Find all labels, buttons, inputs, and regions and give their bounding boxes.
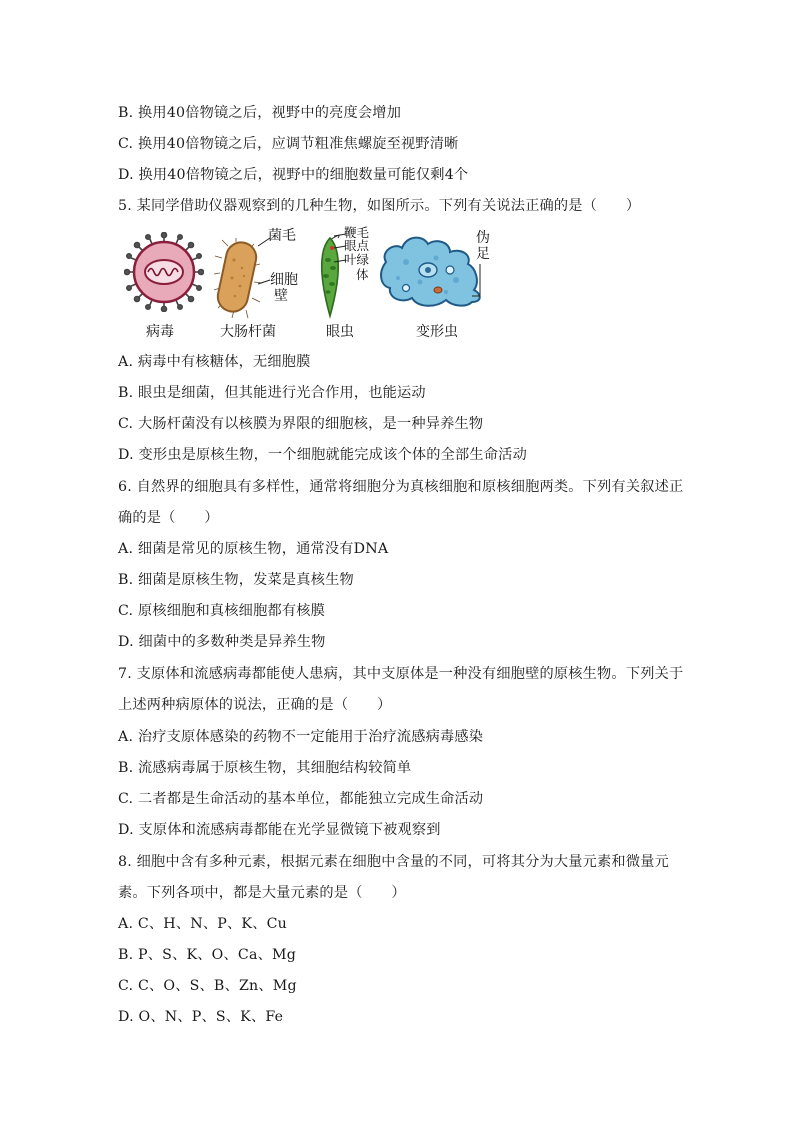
euglena-chloroplast-label-line1: 叶绿 [344,252,370,267]
q8-option-b: B. P、S、K、O、Ca、Mg [118,947,297,963]
amoeba-pseudopod-label-line1: 伪 [476,230,490,246]
q4-option-b: B. 换用40倍物镜之后，视野中的亮度会增加 [118,105,402,121]
q8-stem-line1: 8. 细胞中含有多种元素，根据元素在细胞中含量的不同，可将其分为大量元素和微量元 [118,854,669,870]
organisms-figure [118,226,498,346]
q4-option-c: C. 换用40倍物镜之后，应调节粗准焦螺旋至视野清晰 [118,136,459,152]
q7-stem-line2: 上述两种病原体的说法，正确的是（ ） [118,697,392,713]
q5-stem: 5. 某同学借助仪器观察到的几种生物，如图所示。下列有关说法正确的是（ ） [118,198,641,214]
q5-option-b: B. 眼虫是细菌，但其能进行光合作用，也能运动 [118,385,426,401]
amoeba-pointer-line [470,262,486,302]
q6-option-d: D. 细菌中的多数种类是异养生物 [118,634,326,650]
q6-option-c: C. 原核细胞和真核细胞都有核膜 [118,603,326,619]
amoeba-caption: 变形虫 [416,324,458,340]
ecoli-wall-label-line2: 壁 [274,288,288,304]
q7-option-b: B. 流感病毒属于原核生物，其细胞结构较简单 [118,760,412,776]
q4-option-d: D. 换用40倍物镜之后，视野中的细胞数量可能仅剩4个 [118,167,469,183]
q8-option-d: D. O、N、P、S、K、Fe [118,1009,284,1025]
virus-caption: 病毒 [146,324,174,340]
amoeba-pseudopod-label-line2: 足 [476,246,490,262]
euglena-chloroplast-label-line2: 体 [356,267,369,282]
q7-option-a: A. 治疗支原体感染的药物不一定能用于治疗流感病毒感染 [118,729,484,745]
euglena-flagellum-label: 鞭毛 [344,225,370,240]
euglena-caption: 眼虫 [326,324,354,340]
q8-option-c: C. C、O、S、B、Zn、Mg [118,978,297,994]
ecoli-flagella-label: 菌毛 [268,228,296,244]
virus-illustration [124,232,204,312]
q5-option-c: C. 大肠杆菌没有以核膜为界限的细胞核，是一种异养生物 [118,416,484,432]
ecoli-caption: 大肠杆菌 [220,324,276,340]
q6-stem-line1: 6. 自然界的细胞具有多样性，通常将细胞分为真核细胞和原核细胞两类。下列有关叙述正 [118,479,684,495]
q6-option-a: A. 细菌是常见的原核生物，通常没有DNA [118,541,389,557]
q5-option-d: D. 变形虫是原核生物，一个细胞就能完成该个体的全部生命活动 [118,447,527,463]
q5-option-a: A. 病毒中有核糖体，无细胞膜 [118,354,311,370]
q6-option-b: B. 细菌是原核生物，发菜是真核生物 [118,572,354,588]
q6-stem-line2: 确的是（ ） [118,510,219,526]
q7-option-c: C. 二者都是生命活动的基本单位，都能独立完成生命活动 [118,791,484,807]
q7-option-d: D. 支原体和流感病毒都能在光学显微镜下被观察到 [118,822,441,838]
ecoli-wall-label-line1: 细胞 [270,272,298,288]
q8-stem-line2: 素。下列各项中，都是大量元素的是（ ） [118,885,406,901]
q7-stem-line1: 7. 支原体和流感病毒都能使人患病，其中支原体是一种没有细胞壁的原核生物。下列关于 [118,666,684,682]
q8-option-a: A. C、H、N、P、K、Cu [118,916,287,932]
euglena-eyespot-label: 眼点 [344,238,370,253]
